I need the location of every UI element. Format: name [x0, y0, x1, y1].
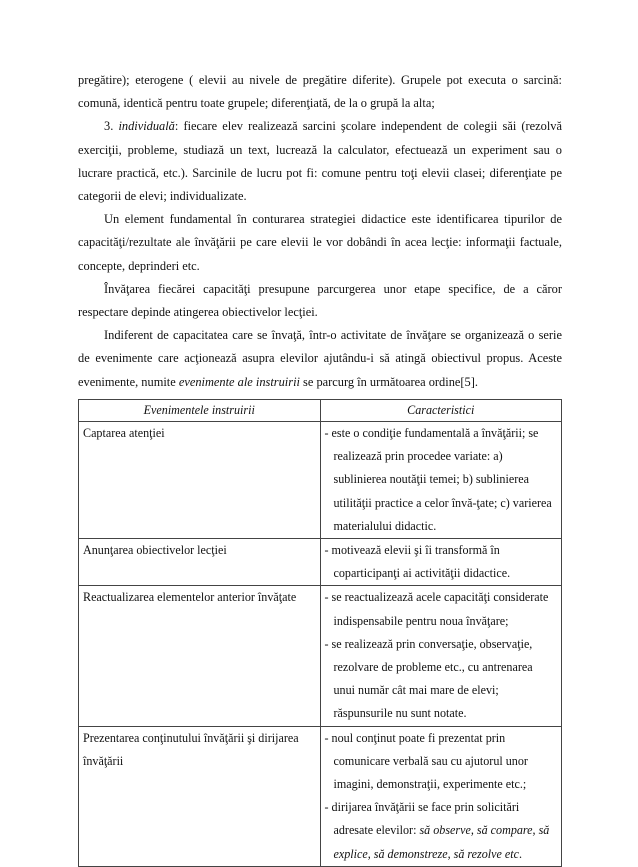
- item-italic-text: să observe, să compare, să explice, să demonstreze, să rezolve etc: [333, 823, 550, 861]
- header-events: Evenimentele instruirii: [79, 400, 321, 422]
- table-row: [79, 539, 562, 586]
- characteristic-item: - motivează elevii şi îi transformă în coparticipanţi ai activităţii didactice.: [324, 543, 511, 581]
- instruction-events-table: [78, 399, 562, 867]
- paragraph-3: Un element fundamental în conturarea strategiei didactice este identificarea tipurilor de capacităţi/rezultate ale învăţării pe care elevii le vor dobândi în acea lecţie: informaţii factuale, concepte, deprinderi etc.: [78, 212, 562, 273]
- characteristic-item: - se realizează prin conversaţie, observaţie, rezolvare de probleme etc., cu antrenarea unui număr cât mai mare de elevi; răspunsurile nu sunt notate.: [324, 636, 533, 721]
- paragraph-1: pregătire); eterogene ( elevii au nivele de pregătire diferite). Grupele pot executa o sarcină: comună, identică pentru toate grupele; diferenţiată, de la o grupă la alta;: [78, 73, 562, 111]
- header-characteristics: Caracteristici: [320, 400, 562, 422]
- table-row: [79, 586, 562, 726]
- event-cell: Reactualizarea elementelor anterior învăţate: [79, 586, 321, 726]
- characteristic-item: - dirijarea învăţării se face prin solicitări adresate elevilor: să observe, să compare, să explice, să demonstreze, să rezolve etc.: [324, 800, 550, 861]
- characteristics-cell: [320, 422, 562, 539]
- body-text: [78, 69, 562, 394]
- term-individuala: individuală: [118, 119, 175, 134]
- list-number: 3.: [104, 119, 119, 134]
- paragraph-2-rest: : fiecare elev realizează sarcini şcolare independent de colegii săi (rezolvă exerciţii, probleme, studiază un text, lucrează la calculator, efectuează un experiment sau o lucrare practică, etc.). Sarcinile de lucru pot fi: comune pentru toţi elevii clasei; diferenţiate pe categorii de elevi; individualizate.: [78, 119, 563, 204]
- paragraph-2: [78, 115, 562, 208]
- event-cell: Prezentarea conţinutului învăţării şi dirijarea învăţării: [79, 726, 321, 866]
- table-row: [79, 422, 562, 539]
- paragraph-4: Învăţarea fiecărei capacităţi presupune parcurgerea unor etape specifice, de a căror respectare depinde atingerea obiectivelor lecţiei.: [78, 281, 562, 320]
- characteristics-cell: [320, 586, 562, 726]
- table-header-row: [79, 400, 562, 422]
- paragraph-5-b: se parcurg în următoarea ordine[5].: [299, 374, 478, 389]
- characteristics-cell: [320, 539, 562, 586]
- paragraph-5-a: Indiferent de capacitatea care se învaţă, într-o activitate de învăţare se organizează o serie de evenimente care acţionează asupra elevilor ajutându-i să atingă obiectivul propus. Aceste evenimente, numite: [78, 328, 562, 389]
- event-cell: Anunţarea obiectivelor lecţiei: [79, 539, 321, 586]
- event-cell: Captarea atenţiei: [79, 422, 321, 539]
- item-text: - dirijarea învăţării se face prin solicitări adresate elevilor:: [324, 800, 520, 838]
- table-row: [79, 726, 562, 866]
- characteristic-item: - se reactualizează acele capacităţi considerate indispensabile pentru noua învăţare;: [324, 590, 549, 628]
- term-evenimente: evenimente ale instruirii: [178, 374, 300, 389]
- characteristic-item: - noul conţinut poate fi prezentat prin comunicare verbală sau cu ajutorul unor imagini, demonstraţii, experimente etc.;: [324, 730, 528, 792]
- paragraph-5: [78, 324, 562, 394]
- characteristic-item: - este o condiţie fundamentală a învăţării; se realizează prin procedee variate: a) sublinierea noutăţii temei; b) sublinierea utilităţii practice a celor învă-ţate; c) varierea materialului didactic.: [324, 426, 552, 533]
- characteristics-cell: [320, 726, 562, 866]
